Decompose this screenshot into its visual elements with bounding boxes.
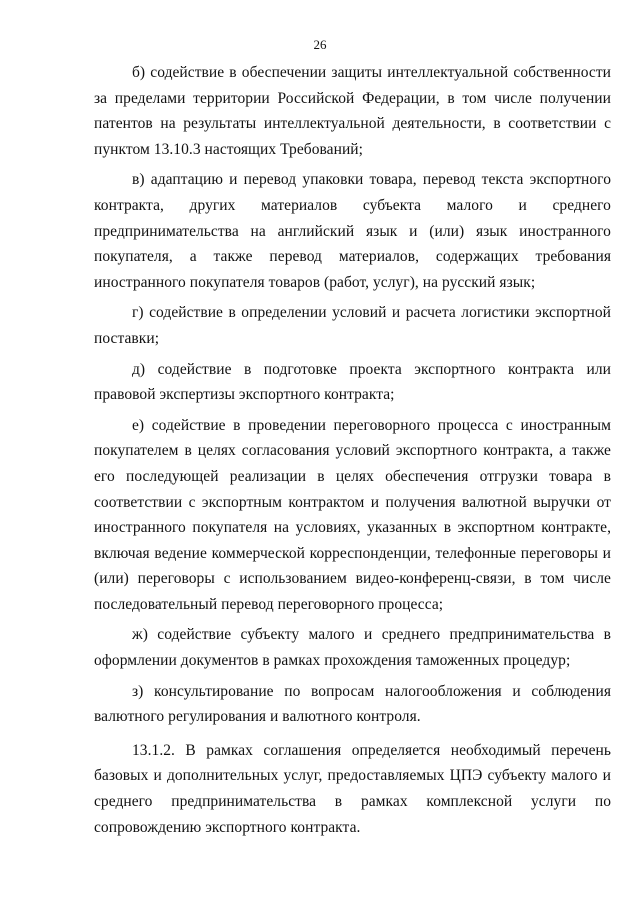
paragraph-z-consulting: з) консультирование по вопросам налогообложения и соблюдения валютного регулирования и валютного контроля.: [94, 682, 611, 726]
paragraph-g-logistics: г) содействие в определении условий и расчета логистики экспортной поставки;: [94, 304, 611, 347]
paragraph-13-1-2: 13.1.2. В рамках соглашения определяется необходимый перечень базовых и дополнительных услуг, предоставляемых ЦПЭ субъекту малого и среднего предпринимательства в рамках комплексной услуги по сопровождению экспортного контракта.: [94, 741, 611, 836]
paragraph-b-ip-protection: б) содействие в обеспечении защиты интеллектуальной собственности за пределами территории Российской Федерации, в том числе получении патентов на результаты интеллектуальной деятельности, в соответствии с пунктом 13.10.3 настоящих Требований;: [94, 64, 611, 158]
paragraph-d-contract-draft: д) содействие в подготовке проекта экспортного контракта или правовой экспертизы экспортного контракта;: [94, 360, 611, 404]
document-body: [94, 60, 611, 840]
paragraph-e-negotiations: е) содействие в проведении переговорного процесса с иностранным покупателем в целях согласования условий экспортного контракта, а также его последующей реализации в целях обеспечения отгрузки товара в соответствии с экспортным контрактом и получения валютной выручки от иностранного покупателя на условиях, указанных в экспортном контракте, включая ведение коммерческой корреспонденции, телефонные переговоры и (или) переговоры с использованием видео-конференц-связи, в том числе последовательный перевод переговорного процесса;: [94, 416, 611, 613]
page-number: 26: [313, 37, 327, 52]
paragraph-v-translation: в) адаптацию и перевод упаковки товара, перевод текста экспортного контракта, других материалов субъекта малого и среднего предпринимательства на английский язык и (или) язык иностранного покупателя, а также перевод материалов, содержащих требования иностранного покупателя товаров (работ, услуг), на русский язык;: [94, 171, 611, 291]
paragraph-zh-customs: ж) содействие субъекту малого и среднего предпринимательства в оформлении документов в рамках прохождения таможенных процедур;: [94, 626, 611, 670]
